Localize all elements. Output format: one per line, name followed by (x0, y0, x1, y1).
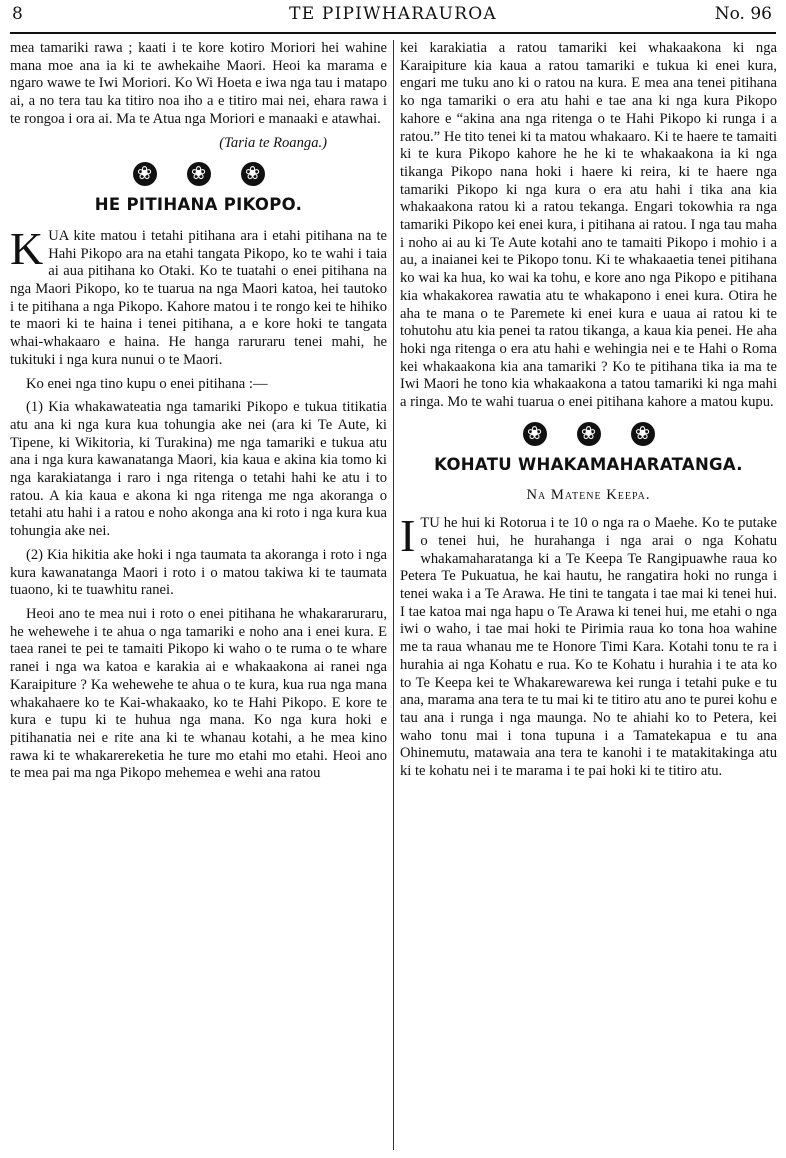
column-divider (393, 40, 394, 1150)
article-heading: HE PITIHANA PIKOPO. (94, 195, 303, 215)
lead-paragraph-text: UA kite matou i tetahi pitihana ara i etahi pitihana na te Hahi Pikopo ara na etahi tangata Pikopo, ko te wahi i taia ai aua pitihana ko Otaki. Ko te tuatahi o enei pitihana na nga Maori Pikopo, ko te tuarua na nga Maori katoa, hei tautoko i te pitihana a nga Pikopo. Kahore matou i te rongo kei te hihiko te maori ki te haina i tenei pitihana, a e kore hoki te tangata whai-whakaaro e haina. He hanga raruraru tenei mahi, he tukituki i nga kura nunui o te Maori. (10, 227, 387, 368)
paragraph: Ko enei nga tino kupu o enei pitihana :— (26, 375, 268, 392)
paragraph: Heoi ano te mea nui i roto o enei pitihana he whakararuraru, he wehewehe i te ahua o nga tamariki e noho ana i enei kura. E taea ranei te pei te tamaiti Pikopo ki waho o te ruma o te whare ranei i nga wa katoa e karakia ai e whakaakona ai ranei nga Karaipiture ? Ka wehewehe te ahua o te kura, kua rua nga mana whakahaere ko te Kai-whakaako, ko te Hahi Pikopo. E kore te kura e tupu ki te huhua nga mana. Ko nga kura hoki e pitihanatia nei e rite ana ki te whanau kotahi, a he mea kino rawa ki te whakarereketia he ture mo etahi mo etahi. Heoi ano te mea pai ma nga Pikopo mehemea e wehi ana ratou (10, 605, 387, 782)
lead-paragraph (400, 510, 777, 781)
article-heading: KOHATU WHAKAMAHARATANGA. (434, 454, 743, 474)
flower-ornament-icon: ❀ (241, 162, 265, 186)
flower-ornament-icon: ❀ (577, 422, 601, 446)
flower-ornament-icon: ❀ (631, 422, 655, 446)
continued-note: (Taria te Roanga.) (219, 134, 327, 151)
drop-cap: I (400, 510, 416, 562)
right-column (400, 40, 777, 1152)
paragraph: kei karakiatia a ratou tamariki kei whakaakona ki nga Karaipiture kia kaua a ratou tamariki e tukua ki enei kura, engari me tuku ano ki o ratou na kura. E mea ana tenei pitihana ko nga tamariki o era atu hahi e tae ana ki nga kura Pikopo kahore e “akina ana nga ritenga o te Hahi Pikopo ki runga i a ratou.” He tito tenei ki ta matou whakaaro. Ki te haere te tamaiti ki te kura Pikopo kahore he he ki te whakaakona ia ki nga tikanga Pikopo nana hoki i haere ki reira, ki te haere nga tamariki Pikopo ki nga kura o era atu hahi i tika ana kia whakaakona ratou ki a ratou tekanga. Engari tokowhia ra nga tamariki Pikopo kei enei kura, i pitihana ai ratou. I nga tau maha i noho ai au ki Te Aute kotahi ano te tamaiti Pikopo i mohio i a au, a inaianei kei te Pikopo tonu. Ki te whakaaetia tenei pitihana ko wai ka hua, ko wai ka tohu, e kore ano nga Pikopo e pitihana kia whakakorea rawatia atu te whakapono i enei kura. Otira he aha te mana o te Paremete ki enei kura e uaua ai ratou ki te tohutohu atu kia penei ta ratou tikanga, a kaua kia penei. He aha hoki nga ritenga o era atu hahi e wehingia nei e te Hahi o Roma kei whakaakona kia ana tamariki ? Ko te pitihana tika ia ma te Iwi Maori he tono kia whakaakona a tatou tamariki ki nga mahi a ringa. Mo te wahi tuarua o enei pitihana kahore a matou kupu. (400, 40, 777, 411)
issue-number: No. 96 (714, 4, 772, 24)
lead-paragraph-text: TU he hui ki Rotorua i te 10 o nga ra o Maehe. Ko te putake o tenei hui, he hurahanga i nga arai o nga Kohatu whakamaharatanga ki a Te Keepa Te Rangipuawhe raua ko Petera Te Pukuatua, he kai hautu, he rangatira hoki no runga i tenei waka i a Te Arawa. He tini te tangata i tae mai ki tenei hui. I tae katoa mai nga hapu o Te Arawa ki tenei hui, me etahi o nga iwi o waho, i tae mai hoki te Pirimia raua ko tona hoa wahine me ta raua whanau me te Honore Timi Kara. Kotahi tonu te ra i hurahia ai nga Kohatu e rua. Ko te Kohatu i hurahia i te ata ko to Te Keepa kei te Whakarewarewa kei runga i tetahi puke e tu ana, marama ana tera te tu mai ki te titiro atu ano te purei kohu e tau ana i runga i nga maunga. No te ahiahi ko to Petera, kei waho tonu mai i tona tupuna i a Tamatekapua e tu ana Ohinemutu, matawaia ana tera te kanohi i te matakitakinga atu ki te kohatu nei i te marama i te pai hoki ki te titiro atu. (400, 515, 777, 780)
lead-paragraph (10, 222, 387, 370)
ornament-divider (400, 422, 777, 446)
flower-ornament-icon: ❀ (523, 422, 547, 446)
page-header (10, 0, 776, 34)
publication-title: TE PIPIWHARAUROA (289, 4, 497, 24)
paragraph: mea tamariki rawa ; kaati i te kore kotiro Moriori hei wahine mana moe ana ia ki te awhekaihe Maori. Heoi ka marama e ngaro wawe te Iwi Moriori. Ko Wi Hoeta e iwa nga tau i matapo ai, a no tera tau ka titiro noa iho a e titiro mai nei, ehara rawa i te rongoa i ora ai. Ma te Atua nga Moriori e manaaki e atawhai. (10, 40, 387, 127)
flower-ornament-icon: ❀ (133, 162, 157, 186)
page-number: 8 (12, 4, 23, 24)
left-column (10, 40, 387, 1152)
drop-cap: K (10, 222, 44, 274)
ornament-divider (10, 162, 387, 186)
paragraph: (2) Kia hikitia ake hoki i nga taumata ta akoranga i roto i nga kura kawanatanga Maori i roto i o matou takiwa ki te taumata tuaono, ki te tuawhitu ranei. (10, 546, 387, 599)
paragraph: (1) Kia whakawateatia nga tamariki Pikopo e tukua titikatia atu ana ki nga kura kua tohungia ake nei (ara ki Te Aute, ki Tipene, ki Wikitoria, ki Turakina) me nga tamariki e tukua atu ana i nga kura kawanatanga Maori, kia kaua e akina kia tomo ki nga karakiatanga i raro i nga ritenga o tetahi hahi ke atu i to ratou. A kia kaua e akona ki nga ritenga me nga akoranga o tetahi atu hahi i a ratou e noho akonga ana ki roto i nga kura kua tohungia ake nei. (10, 399, 387, 540)
author-byline: Na Matene Keepa. (526, 487, 651, 504)
flower-ornament-icon: ❀ (187, 162, 211, 186)
